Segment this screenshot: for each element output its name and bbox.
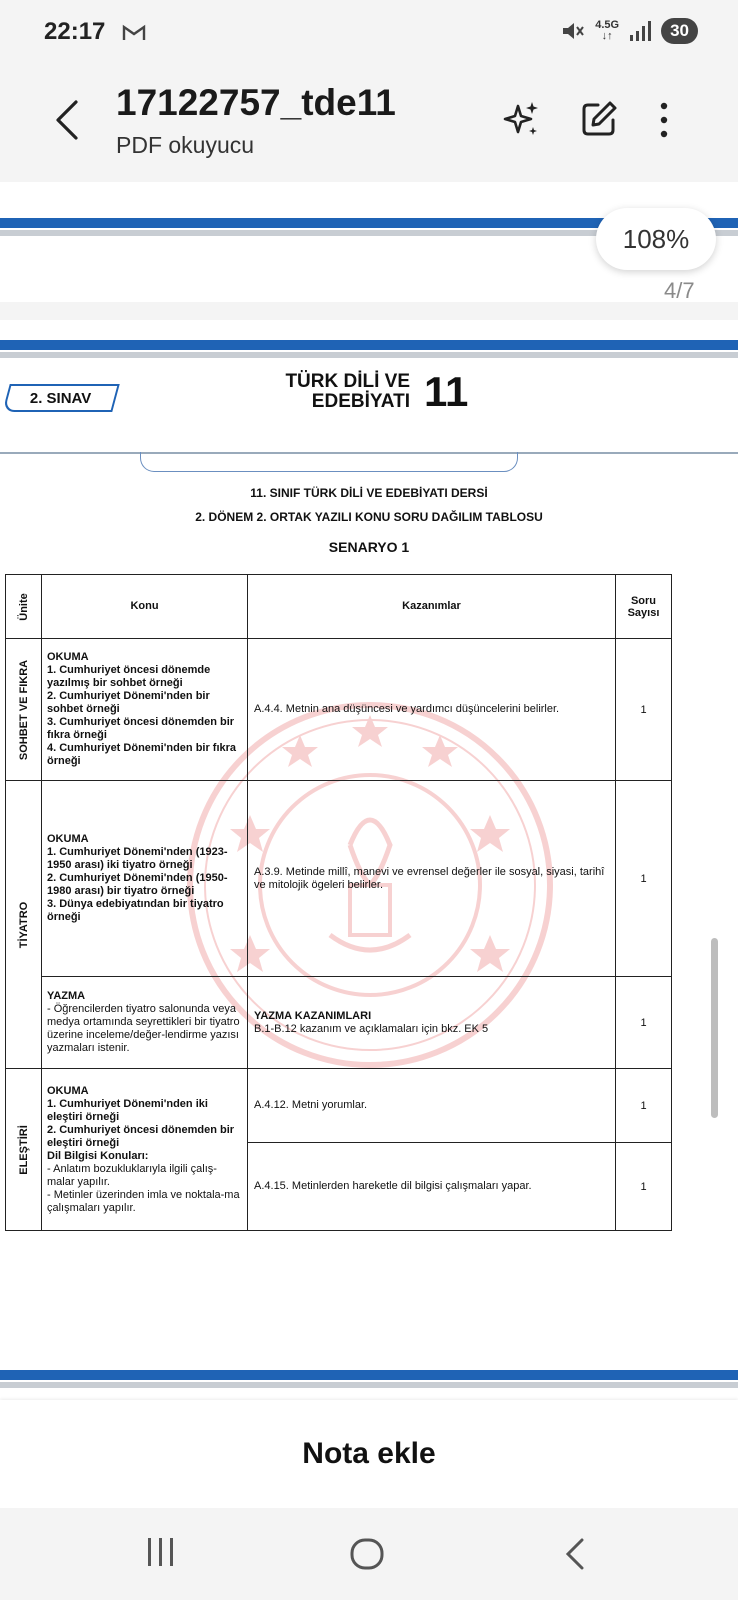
status-bar bbox=[0, 0, 738, 66]
table-header-row bbox=[6, 575, 672, 639]
status-indicators bbox=[561, 18, 698, 44]
home-icon[interactable] bbox=[350, 1538, 384, 1570]
add-note-button[interactable]: Nota ekle bbox=[302, 1437, 436, 1470]
gmail-notification-icon bbox=[122, 24, 146, 42]
distribution-table bbox=[5, 574, 672, 1231]
topic-cell: OKUMA 1. Cumhuriyet Dönemi'nden iki eleştiri örneği 2. Cumhuriyet öncesi dönemden bir eleştiri örneği Dil Bilgisi Konuları: - Anlatım bozukluklarıyla ilgili çalış-malar yapılır. - Metinler üzerinden imla ve noktala-ma çalışmaları yapılır. bbox=[42, 1069, 248, 1231]
topic-cell: OKUMA 1. Cumhuriyet öncesi dönemde yazılmış bir sohbet örneği 2. Cumhuriyet Dönemi'nden bir sohbet örneği 3. Cumhuriyet öncesi dönemden bir fıkra örneği 4. Cumhuriyet Dönemi'nden bir fıkra örneği bbox=[42, 639, 248, 781]
header-tab-shape bbox=[140, 452, 518, 472]
topic-cell: YAZMA - Öğrencilerden tiyatro salonunda veya medya ortamında seyrettikleri bir tiyatro üzerine inceleme/değer-lendirme yazısı yazmaları istenir. bbox=[42, 977, 248, 1069]
table-row bbox=[6, 1069, 672, 1143]
subject-title: TÜRK DİLİ VE EDEBİYATI bbox=[285, 371, 410, 412]
network-type: 4.5G ↓↑ bbox=[595, 19, 620, 42]
doc-heading-1: 11. SINIF TÜRK DİLİ VE EDEBİYATI DERSİ bbox=[250, 486, 488, 500]
outcome-cell: A.4.15. Metinlerden hareketle dil bilgisi çalışmaları yapar. bbox=[248, 1143, 616, 1231]
mute-icon bbox=[561, 20, 585, 42]
topic-cell: OKUMA 1. Cumhuriyet Dönemi'nden (1923-1950 arası) iki tiyatro örneği 2. Cumhuriyet Dönemi'nden (1950-1980 arası) bir tiyatro örneği 3. Dünya edebiyatından bir tiyatro örneği bbox=[42, 781, 248, 977]
page-stripe bbox=[0, 1382, 738, 1388]
outcome-cell: A.3.9. Metinde millî, manevi ve evrensel değerler ile sosyal, siyasi, tarihî ve mitolojik ögeleri belirler. bbox=[248, 781, 616, 977]
col-topic-header: Konu bbox=[42, 575, 248, 639]
edit-icon[interactable] bbox=[580, 100, 618, 138]
scrollbar-thumb[interactable] bbox=[711, 938, 718, 1118]
col-outcomes-header: Kazanımlar bbox=[248, 575, 616, 639]
page-stripe bbox=[0, 352, 738, 358]
app-subtitle: PDF okuyucu bbox=[116, 132, 255, 158]
page-counter: 4/7 bbox=[664, 278, 695, 303]
signal-icon bbox=[629, 21, 651, 41]
unit-cell: ELEŞTİRİ bbox=[6, 1069, 42, 1231]
table-row bbox=[6, 639, 672, 781]
col-count-header: Soru Sayısı bbox=[616, 575, 672, 639]
outcome-cell: A.4.4. Metnin ana düşüncesi ve yardımcı düşüncelerini belirler. bbox=[248, 639, 616, 781]
app-bar bbox=[0, 66, 738, 178]
recent-apps-icon[interactable] bbox=[146, 1536, 176, 1568]
back-arrow-icon[interactable] bbox=[52, 98, 82, 142]
count-cell: 1 bbox=[616, 639, 672, 781]
grade-number: 11 bbox=[424, 368, 469, 415]
outcome-cell: A.4.12. Metni yorumlar. bbox=[248, 1069, 616, 1143]
bottom-action-bar bbox=[0, 1400, 738, 1508]
pdf-page[interactable] bbox=[0, 320, 738, 1400]
sparkle-icon[interactable] bbox=[502, 100, 540, 138]
count-cell: 1 bbox=[616, 781, 672, 977]
table-row bbox=[6, 781, 672, 977]
count-cell: 1 bbox=[616, 1069, 672, 1143]
page-stripe bbox=[0, 1370, 738, 1380]
page-stripe bbox=[0, 340, 738, 350]
count-cell: 1 bbox=[616, 1143, 672, 1231]
unit-cell: TİYATRO bbox=[6, 781, 42, 1069]
col-unit-header: Ünite bbox=[6, 575, 42, 639]
nav-back-icon[interactable] bbox=[564, 1538, 586, 1570]
battery-indicator: 30 bbox=[661, 18, 698, 44]
scenario-title: SENARYO 1 bbox=[328, 539, 410, 555]
exam-badge: 2. SINAV bbox=[2, 384, 120, 412]
zoom-indicator: 108% bbox=[596, 208, 716, 270]
more-vert-icon[interactable] bbox=[656, 100, 672, 140]
outcome-cell: YAZMA KAZANIMLARI B.1-B.12 kazanım ve açıklamaları için bkz. EK 5 bbox=[248, 977, 616, 1069]
unit-cell: SOHBET VE FIKRA bbox=[6, 639, 42, 781]
count-cell: 1 bbox=[616, 977, 672, 1069]
doc-heading-2: 2. DÖNEM 2. ORTAK YAZILI KONU SORU DAĞILIM TABLOSU bbox=[195, 510, 543, 524]
table-row bbox=[6, 977, 672, 1069]
document-title: 17122757_tde11 bbox=[116, 82, 396, 123]
system-nav-bar bbox=[0, 1508, 738, 1600]
status-time: 22:17 bbox=[44, 18, 106, 45]
